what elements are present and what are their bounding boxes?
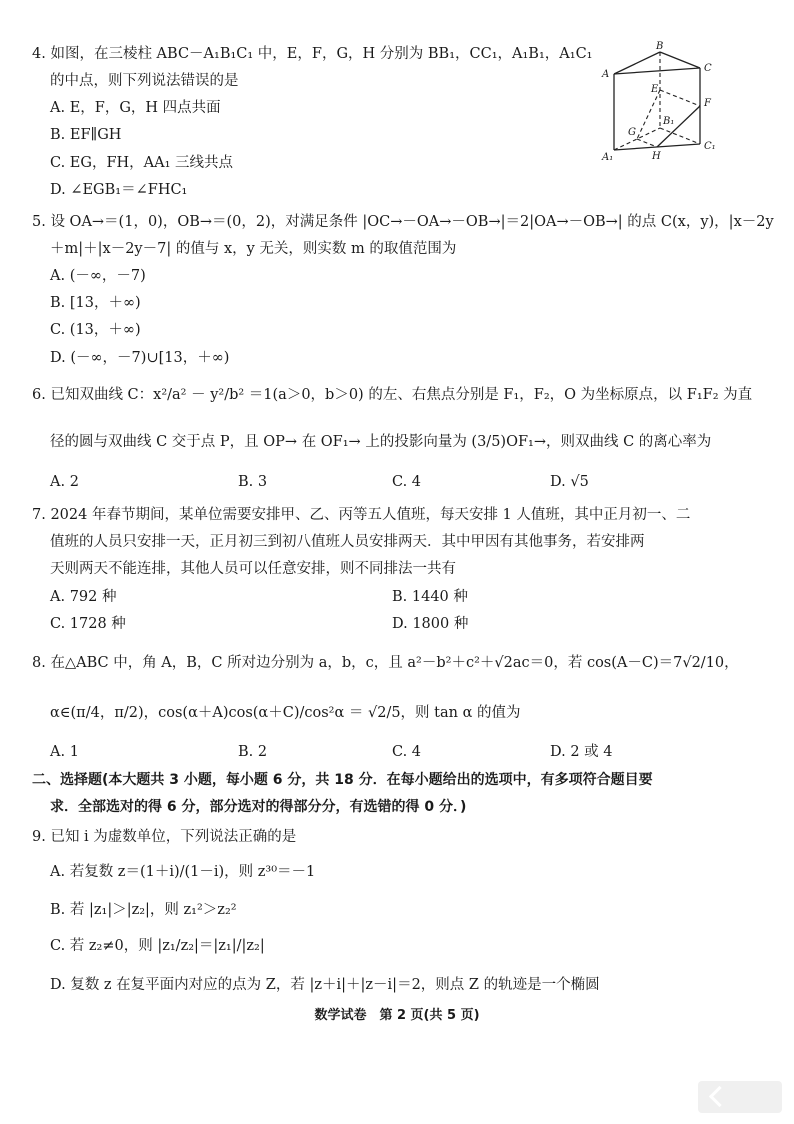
segment-gh-hidden xyxy=(637,139,657,147)
chevron-left-icon xyxy=(709,1086,730,1107)
q7-option-b: B. 1440 种 xyxy=(392,589,468,605)
q7-option-d: D. 1800 种 xyxy=(392,616,469,632)
q4-option-c: C. EG，FH，AA₁ 三线共点 xyxy=(50,155,234,171)
vertex-label-a1: A₁ xyxy=(602,152,614,163)
segment-ef-hidden xyxy=(660,90,700,106)
q7-stem-line3: 天则两天不能连排，其他人员可以任意安排，则不同排法一共有 xyxy=(50,561,456,577)
point-label-h: H xyxy=(652,151,661,162)
q5-stem-line1: 5. 设 OA→＝(1，0)，OB→＝(0，2)，对满足条件 |OC→－OA→－OB→|＝2|OA→－OB→| 的点 C(x，y)，|x－2y xyxy=(32,214,774,230)
q7-option-c: C. 1728 种 xyxy=(50,616,126,632)
q9-option-a: A. 若复数 z＝(1＋i)/(1－i)，则 z³⁰＝－1 xyxy=(50,864,316,880)
q7-stem-line1: 7. 2024 年春节期间，某单位需要安排甲、乙、丙等五人值班，每天安排 1 人值班，其中正月初一、二 xyxy=(32,507,691,523)
q6-stem-line2: 径的圆与双曲线 C 交于点 P，且 OP→ 在 OF₁→ 上的投影向量为 (3/5)OF₁→，则双曲线 C 的离心率为 xyxy=(50,434,712,450)
q7-stem-line2: 值班的人员只安排一天，正月初三到初八值班人员安排两天．其中甲因有其他事务，若安排两 xyxy=(50,534,645,550)
point-label-g: G xyxy=(628,127,636,138)
vertex-label-b1: B₁ xyxy=(663,116,675,127)
q5-stem-line2: ＋m|＋|x－2y－7| 的值与 x，y 无关，则实数 m 的取值范围为 xyxy=(50,241,457,257)
vertex-label-c: C xyxy=(704,63,712,74)
q8-stem-line1: 8. 在△ABC 中，角 A，B，C 所对边分别为 a，b，c，且 a²－b²＋c²＋√2ac＝0，若 cos(A－C)＝7√2/10， xyxy=(32,655,739,671)
section-2-heading-line2: 求．全部选对的得 6 分，部分选对的得部分分，有选错的得 0 分．) xyxy=(50,799,467,815)
q5-option-d: D. (－∞，－7)∪[13，＋∞) xyxy=(50,350,230,366)
q5-option-b: B. [13，＋∞) xyxy=(50,295,141,311)
q9-option-d: D. 复数 z 在复平面内对应的点为 Z，若 |z＋i|＋|z－i|＝2，则点 Z 的轨迹是一个椭圆 xyxy=(50,977,600,993)
q4-stem-line2: 的中点，则下列说法错误的是 xyxy=(50,73,239,89)
q9-option-c: C. 若 z₂≠0，则 |z₁/z₂|＝|z₁|/|z₂| xyxy=(50,938,265,954)
segment-eg-hidden xyxy=(637,90,660,139)
vertex-label-b: B xyxy=(656,41,664,52)
q4-stem-line1: 4. 如图，在三棱柱 ABC－A₁B₁C₁ 中，E，F，G，H 分别为 BB₁，CC₁，A₁B₁，A₁C₁ xyxy=(32,46,593,62)
edge-b1c1-hidden xyxy=(660,128,700,144)
q5-option-a: A. (－∞，－7) xyxy=(50,268,146,284)
q7-option-a: A. 792 种 xyxy=(50,589,117,605)
vertex-label-a: A xyxy=(602,69,610,80)
prev-page-button[interactable] xyxy=(698,1081,782,1113)
edge-ac xyxy=(614,68,700,74)
q4-option-b: B. EF∥GH xyxy=(50,127,122,143)
section-2-heading-line1: 二、选择题(本大题共 3 小题，每小题 6 分，共 18 分．在每小题给出的选项中，有多项符合题目要 xyxy=(32,772,653,788)
prism-figure xyxy=(600,40,740,165)
vertex-label-c1: C₁ xyxy=(704,141,716,152)
q8-option-a: A. 1 xyxy=(50,744,79,760)
point-label-f: F xyxy=(704,98,711,109)
q5-option-c: C. (13，＋∞) xyxy=(50,322,141,338)
q6-option-c: C. 4 xyxy=(392,474,422,490)
q4-option-d: D. ∠EGB₁＝∠FHC₁ xyxy=(50,182,188,198)
q9-option-b: B. 若 |z₁|＞|z₂|，则 z₁²＞z₂² xyxy=(50,902,237,918)
q6-option-a: A. 2 xyxy=(50,474,79,490)
edge-bc xyxy=(660,52,700,68)
q9-stem: 9. 已知 i 为虚数单位，下列说法正确的是 xyxy=(32,829,297,845)
q6-stem-line1: 6. 已知双曲线 C：x²/a² － y²/b² ＝1(a＞0，b＞0) 的左、右焦点分别是 F₁，F₂，O 为坐标原点，以 F₁F₂ 为直 xyxy=(32,387,753,403)
q4-option-a: A. E，F，G，H 四点共面 xyxy=(50,100,221,116)
q8-option-b: B. 2 xyxy=(238,744,268,760)
q8-stem-line2: α∈(π/4，π/2)，cos(α＋A)cos(α＋C)/cos²α ＝ √2/5，则 tan α 的值为 xyxy=(50,705,521,721)
q6-option-b: B. 3 xyxy=(238,474,268,490)
q6-option-d: D. √5 xyxy=(550,474,589,490)
page-footer: 数学试卷 第 2 页(共 5 页) xyxy=(314,1008,480,1023)
q8-option-d: D. 2 或 4 xyxy=(550,744,613,760)
q8-option-c: C. 4 xyxy=(392,744,422,760)
point-label-e: E xyxy=(651,84,659,95)
